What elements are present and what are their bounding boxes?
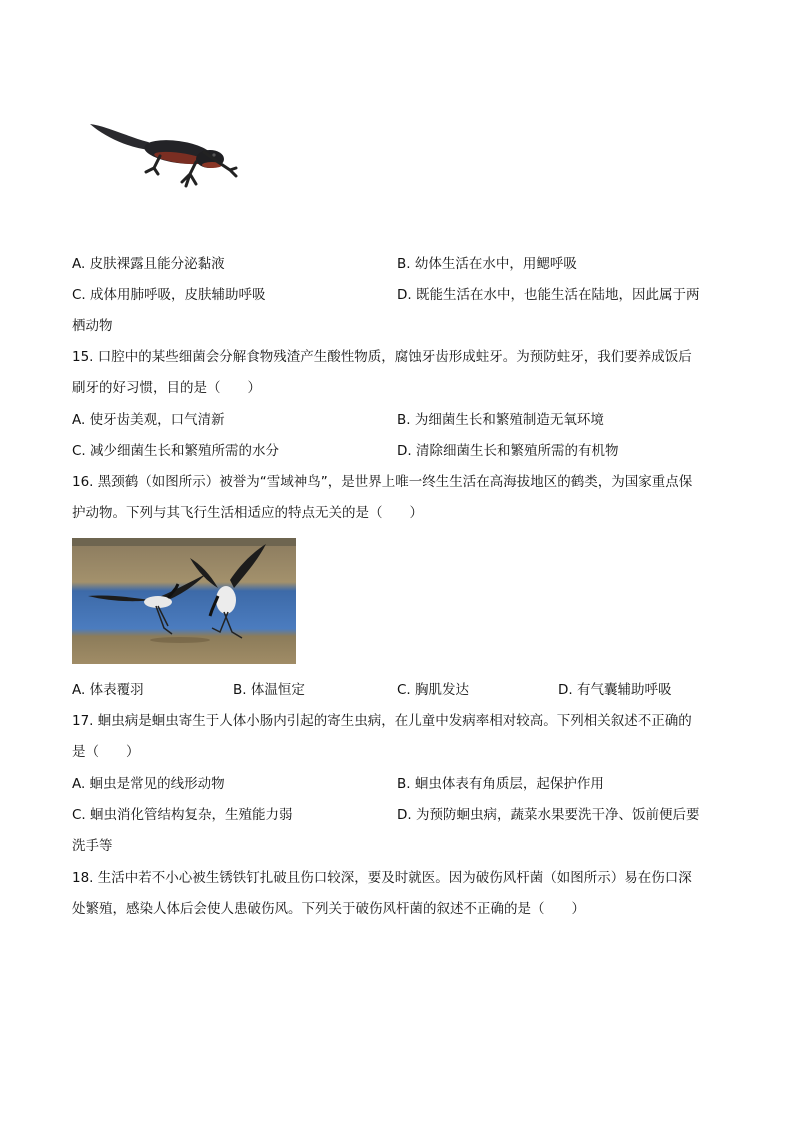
option-label: C. [397,682,411,698]
option-label: D. [558,682,573,698]
option-text: 成体用肺呼吸，皮肤辅助呼吸 [90,287,266,303]
q15-option-d [397,441,618,461]
q17-option-d [397,805,699,825]
option-text: 清除细菌生长和繁殖所需的有机物 [415,443,619,459]
option-label: C. [72,287,86,303]
option-text: 蛔虫是常见的线形动物 [89,776,225,792]
option-text: 蛔虫体表有角质层，起保护作用 [414,776,604,792]
q16-stem-line2: 护动物。下列与其飞行生活相适应的特点无关的是（ ） [72,505,423,521]
option-label: C. [72,443,86,459]
q14-option-c [72,285,266,305]
option-text: 皮肤裸露且能分泌黏液 [89,256,225,272]
q14-option-d [397,285,699,305]
option-label: B. [397,256,411,272]
option-label: D. [397,807,412,823]
option-label: D. [397,443,412,459]
q17-option-d-continued: 洗手等 [72,838,113,854]
q17-option-a [72,774,225,794]
option-label: B. [397,776,411,792]
option-text: 蛔虫消化管结构复杂，生殖能力弱 [90,807,293,823]
q16-option-a [72,680,144,700]
q15-stem-line2: 刷牙的好习惯，目的是（ ） [72,380,261,396]
option-text: 为预防蛔虫病，蔬菜水果要洗干净、饭前便后要 [415,807,700,823]
option-label: C. [72,807,86,823]
option-label: B. [397,412,411,428]
option-text: 幼体生活在水中，用鳃呼吸 [414,256,577,272]
q15-stem-line1: 15. 口腔中的某些细菌会分解食物残渣产生酸性物质，腐蚀牙齿形成蛀牙。为预防蛀牙，我们要养成饭后 [72,349,692,365]
option-label: A. [72,682,86,698]
q15-option-c [72,441,279,461]
option-text: 体表覆羽 [89,682,144,698]
option-text: 减少细菌生长和繁殖所需的水分 [90,443,280,459]
option-label: A. [72,776,86,792]
option-text: 胸肌发达 [415,682,470,698]
q16-option-b [233,680,305,700]
q14-option-d-continued: 栖动物 [72,318,113,334]
option-text: 有气囊辅助呼吸 [576,682,672,698]
option-text: 体温恒定 [250,682,305,698]
option-text: 既能生活在水中，也能生活在陆地，因此属于两 [415,287,700,303]
q16-option-d [558,680,671,700]
q17-stem-line1: 17. 蛔虫病是蛔虫寄生于人体小肠内引起的寄生虫病，在儿童中发病率相对较高。下列相关叙述不正确的 [72,713,692,729]
option-label: A. [72,412,86,428]
q14-option-a [72,254,225,274]
option-text: 使牙齿美观，口气清新 [89,412,225,428]
option-label: B. [233,682,247,698]
black-necked-crane-photo [72,538,296,664]
q17-stem-line2: 是（ ） [72,744,140,760]
q18-stem-line2: 处繁殖，感染人体后会使人患破伤风。下列关于破伤风杆菌的叙述不正确的是（ ） [72,901,585,917]
q18-stem-line1: 18. 生活中若不小心被生锈铁钉扎破且伤口较深，要及时就医。因为破伤风杆菌（如图所示）易在伤口深 [72,870,692,886]
q15-option-b [397,410,604,430]
salamander-figure [86,112,246,192]
option-label: A. [72,256,86,272]
option-label: D. [397,287,412,303]
q15-option-a [72,410,225,430]
option-text: 为细菌生长和繁殖制造无氧环境 [414,412,604,428]
q16-option-c [397,680,469,700]
q16-stem-line1: 16. 黑颈鹤（如图所示）被誉为“雪域神鸟”，是世界上唯一终生生活在高海拔地区的鹤类，为国家重点保 [72,474,693,490]
q17-option-c [72,805,293,825]
q14-option-b [397,254,577,274]
q17-option-b [397,774,604,794]
